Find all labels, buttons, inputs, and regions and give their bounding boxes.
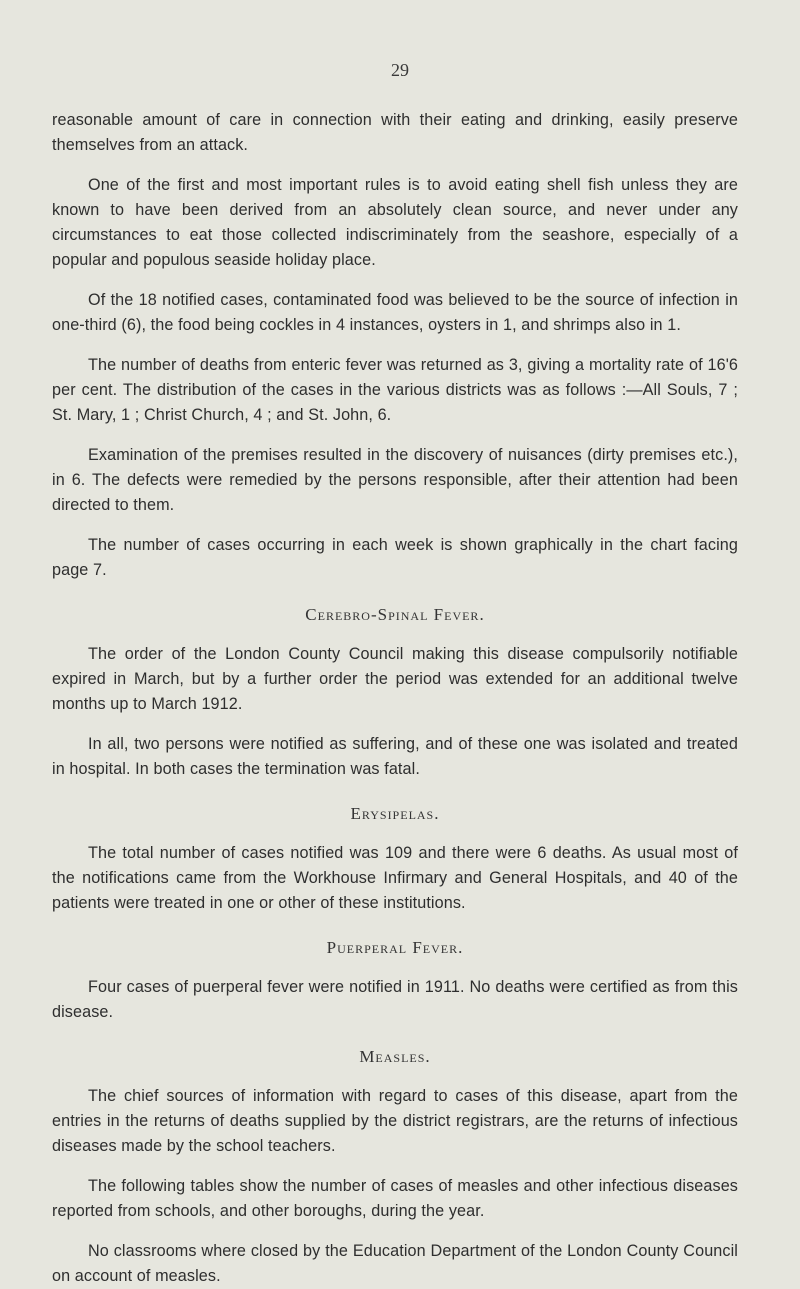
section-heading-puerperal-fever: Puerperal Fever. xyxy=(326,938,464,957)
page-number: 29 xyxy=(391,60,409,80)
paragraph: Of the 18 notified cases, contaminated food was believed to be the source of infection in one-third (6), the food being cockles in 4 instances, oysters in 1, and shrimps also in 1. xyxy=(52,291,738,334)
paragraph: The order of the London County Council making this disease compulsorily notifiable expired in March, but by a further order the period was extended for an additional twelve months up to March 1912. xyxy=(52,645,738,713)
paragraph: The number of cases occurring in each week is shown graphically in the chart facing page 7. xyxy=(52,536,738,579)
paragraph: In all, two persons were notified as suffering, and of these one was isolated and treated in hospital. In both cases the termination was fatal. xyxy=(52,735,738,778)
section-heading-erysipelas: Erysipelas. xyxy=(350,804,440,823)
section-heading-measles: Measles. xyxy=(359,1047,431,1066)
paragraph: Four cases of puerperal fever were notified in 1911. No deaths were certified as from this disease. xyxy=(52,978,738,1021)
paragraph: One of the first and most important rules is to avoid eating shell fish unless they are known to have been derived from an absolutely clean source, and never under any circumstances to eat those collected indiscriminately from the seashore, especially of a popular and populous seaside holiday place. xyxy=(52,176,738,269)
paragraph: The following tables show the number of cases of measles and other infectious diseases reported from schools, and other boroughs, during the year. xyxy=(52,1177,738,1220)
paragraph: The total number of cases notified was 109 and there were 6 deaths. As usual most of the notifications came from the Workhouse Infirmary and General Hospitals, and 40 of the patients were treated in one or other of these institutions. xyxy=(52,844,738,912)
paragraph: The number of deaths from enteric fever was returned as 3, giving a mortality rate of 16'6 per cent. The distribution of the cases in the various districts was as follows :—All Souls, 7 ; St. Mary, 1 ; Christ Church, 4 ; and St. John, 6. xyxy=(52,356,738,424)
paragraph: The chief sources of information with regard to cases of this disease, apart from the entries in the returns of deaths supplied by the district registrars, are the returns of infectious diseases made by the school teachers. xyxy=(52,1087,738,1155)
section-heading-cerebro-spinal-fever: Cerebro-Spinal Fever. xyxy=(305,605,485,624)
paragraph: reasonable amount of care in connection with their eating and drinking, easily preserve themselves from an attack. xyxy=(52,111,738,154)
page-body xyxy=(52,108,738,1289)
paragraph: Examination of the premises resulted in the discovery of nuisances (dirty premises etc.), in 6. The defects were remedied by the persons responsible, after their attention had been directed to them. xyxy=(52,446,738,514)
paragraph: No classrooms where closed by the Education Department of the London County Council on account of measles. xyxy=(52,1242,738,1285)
